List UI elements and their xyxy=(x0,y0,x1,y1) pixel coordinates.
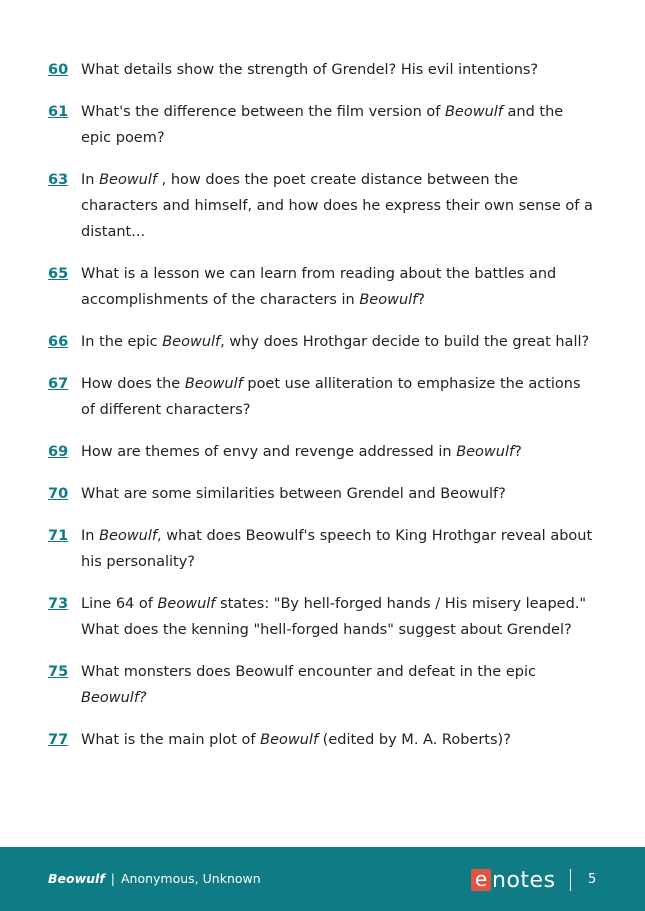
question-number-link[interactable]: 71 xyxy=(48,528,69,544)
question-text xyxy=(81,261,596,313)
question-item xyxy=(48,659,608,711)
question-text-part: What is a lesson we can learn from reading about the battles and accomplishments of the characters in xyxy=(81,266,557,308)
enotes-logo[interactable] xyxy=(471,867,556,893)
question-number-link[interactable]: 66 xyxy=(48,334,69,350)
question-text xyxy=(81,167,596,245)
question-item xyxy=(48,329,608,355)
question-text xyxy=(81,727,596,753)
question-item xyxy=(48,727,608,753)
question-number-link[interactable]: 65 xyxy=(48,266,69,282)
question-item xyxy=(48,591,608,643)
question-number-link[interactable]: 67 xyxy=(48,376,69,392)
question-number-link[interactable]: 73 xyxy=(48,596,69,612)
question-item xyxy=(48,523,608,575)
question-title-italic: Beowulf xyxy=(157,596,216,612)
question-number-link[interactable]: 60 xyxy=(48,62,69,78)
question-text-part: (edited by M. A. Roberts)? xyxy=(318,732,511,748)
question-text-part: and the epic poem? xyxy=(81,104,564,146)
question-number-link[interactable]: 77 xyxy=(48,732,69,748)
footer-divider xyxy=(570,869,571,891)
question-text xyxy=(81,591,596,643)
question-text-part: What are some similarities between Grendel and Beowulf? xyxy=(81,486,506,502)
question-title-italic: Beowulf xyxy=(99,528,158,544)
question-item xyxy=(48,167,608,245)
question-text-part: In the epic xyxy=(81,334,163,350)
question-text-part: poet use alliteration to emphasize the actions of different characters? xyxy=(81,376,581,418)
question-text-part: ? xyxy=(514,444,522,460)
question-item xyxy=(48,439,608,465)
question-text-part: In xyxy=(81,172,100,188)
question-text xyxy=(81,371,596,423)
question-item xyxy=(48,481,608,507)
question-title-italic: Beowulf? xyxy=(81,690,147,706)
question-text-part: What details show the strength of Grendel? His evil intentions? xyxy=(81,62,539,78)
question-text-part: , how does the poet create distance between the characters and himself, and how does he express their own sense of a distant... xyxy=(81,172,593,240)
question-item xyxy=(48,99,608,151)
footer-book-info xyxy=(48,871,261,886)
question-number-link[interactable]: 69 xyxy=(48,444,69,460)
enotes-logo-text: notes xyxy=(492,867,556,893)
question-text-part: states: "By hell-forged hands / His misery leaped." What does the kenning "hell-forged hands" suggest about Grendel? xyxy=(81,596,587,638)
question-text-part: How are themes of envy and revenge addressed in xyxy=(81,444,457,460)
question-title-italic: Beowulf xyxy=(162,334,221,350)
footer-bar xyxy=(0,847,645,911)
question-title-italic: Beowulf xyxy=(359,292,418,308)
question-text-part: What is the main plot of xyxy=(81,732,261,748)
question-text-part: , what does Beowulf's speech to King Hrothgar reveal about his personality? xyxy=(81,528,593,570)
question-text-part: , why does Hrothgar decide to build the great hall? xyxy=(220,334,590,350)
question-text-part: What monsters does Beowulf encounter and defeat in the epic xyxy=(81,664,536,680)
question-title-italic: Beowulf xyxy=(99,172,158,188)
question-text xyxy=(81,439,596,465)
question-item xyxy=(48,371,608,423)
footer-separator: | xyxy=(110,871,115,886)
question-text xyxy=(81,523,596,575)
question-text-part: How does the xyxy=(81,376,185,392)
question-number-link[interactable]: 75 xyxy=(48,664,69,680)
question-title-italic: Beowulf xyxy=(444,104,503,120)
question-text-part: What's the difference between the film version of xyxy=(81,104,445,120)
enotes-logo-e: e xyxy=(471,869,491,891)
question-text-part: ? xyxy=(417,292,425,308)
page-number: 5 xyxy=(588,872,597,887)
question-text xyxy=(81,481,596,507)
footer-book-title: Beowulf xyxy=(48,871,105,886)
question-item xyxy=(48,57,608,83)
question-number-link[interactable]: 61 xyxy=(48,104,69,120)
question-text-part: In xyxy=(81,528,100,544)
question-title-italic: Beowulf xyxy=(260,732,319,748)
question-number-link[interactable]: 70 xyxy=(48,486,69,502)
footer-author: Anonymous, Unknown xyxy=(120,871,261,886)
question-list xyxy=(48,57,608,769)
question-text xyxy=(81,329,596,355)
question-text-part: Line 64 of xyxy=(81,596,158,612)
question-text xyxy=(81,57,596,83)
question-title-italic: Beowulf xyxy=(184,376,243,392)
question-text xyxy=(81,99,596,151)
question-text xyxy=(81,659,596,711)
question-item xyxy=(48,261,608,313)
question-number-link[interactable]: 63 xyxy=(48,172,69,188)
question-title-italic: Beowulf xyxy=(456,444,515,460)
